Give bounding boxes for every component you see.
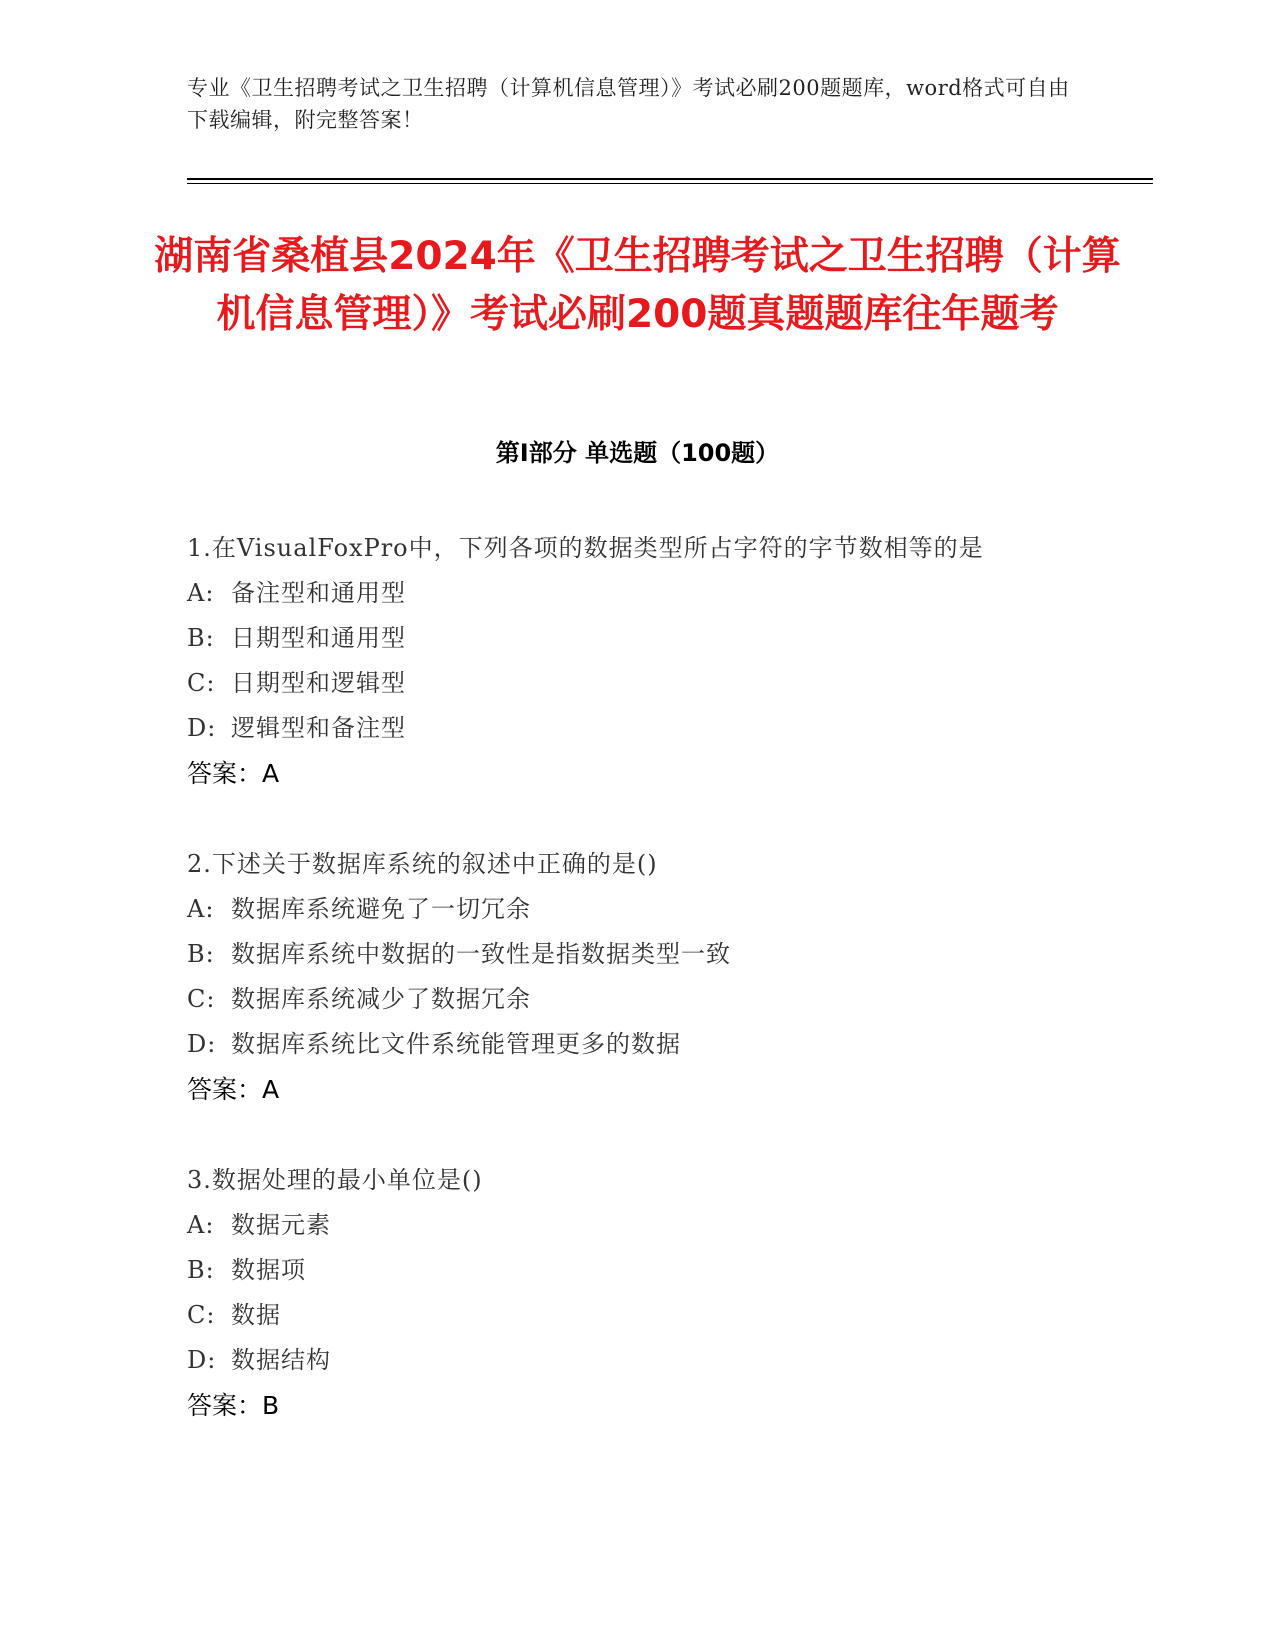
option-text: 数据 xyxy=(231,1301,281,1329)
answer-line: 答案：B xyxy=(187,1391,280,1420)
option-d xyxy=(187,1022,1067,1067)
option-letter: C: xyxy=(187,1301,216,1329)
option-text: 日期型和通用型 xyxy=(231,624,406,652)
option-text: 日期型和逻辑型 xyxy=(231,669,406,697)
question-item xyxy=(187,842,1067,1113)
option-text: 数据项 xyxy=(231,1256,306,1284)
header-divider-thin xyxy=(187,183,1153,184)
question-list xyxy=(187,526,1067,1474)
option-a xyxy=(187,887,1067,932)
answer-line: 答案：A xyxy=(187,1075,280,1104)
option-text: 数据元素 xyxy=(231,1211,331,1239)
option-letter: D: xyxy=(187,1346,217,1374)
option-c xyxy=(187,1293,1067,1338)
document-title: 湖南省桑植县2024年《卫生招聘考试之卫生招聘（计算机信息管理）》考试必刷200题真题题库往年题考 xyxy=(154,234,1121,337)
option-b xyxy=(187,1248,1067,1293)
question-item xyxy=(187,526,1067,797)
option-letter: A: xyxy=(187,579,215,607)
question-item xyxy=(187,1158,1067,1429)
question-stem: 1.在VisualFoxPro中，下列各项的数据类型所占字符的字节数相等的是 xyxy=(187,534,984,562)
option-letter: C: xyxy=(187,985,216,1013)
option-a xyxy=(187,571,1067,616)
option-text: 数据结构 xyxy=(231,1346,331,1374)
option-text: 数据库系统比文件系统能管理更多的数据 xyxy=(231,1030,681,1058)
option-letter: A: xyxy=(187,1211,215,1239)
option-d xyxy=(187,1338,1067,1383)
option-c xyxy=(187,661,1067,706)
question-stem: 2.下述关于数据库系统的叙述中正确的是() xyxy=(187,850,658,878)
option-letter: B: xyxy=(187,940,215,968)
option-text: 数据库系统中数据的一致性是指数据类型一致 xyxy=(231,940,731,968)
option-b xyxy=(187,932,1067,977)
section-title: 第Ⅰ部分 单选题（100题） xyxy=(495,439,780,467)
option-letter: B: xyxy=(187,1256,215,1284)
option-letter: C: xyxy=(187,669,216,697)
option-text: 数据库系统避免了一切冗余 xyxy=(231,895,531,923)
option-letter: B: xyxy=(187,624,215,652)
option-c xyxy=(187,977,1067,1022)
answer-line: 答案：A xyxy=(187,759,280,788)
option-b xyxy=(187,616,1067,661)
option-letter: D: xyxy=(187,1030,217,1058)
option-letter: A: xyxy=(187,895,215,923)
option-a xyxy=(187,1203,1067,1248)
option-d xyxy=(187,706,1067,751)
option-text: 备注型和通用型 xyxy=(231,579,406,607)
option-letter: D: xyxy=(187,714,217,742)
option-text: 数据库系统减少了数据冗余 xyxy=(231,985,531,1013)
question-stem: 3.数据处理的最小单位是() xyxy=(187,1166,483,1194)
option-text: 逻辑型和备注型 xyxy=(231,714,406,742)
header-divider-thick xyxy=(187,178,1153,180)
header-note: 专业《卫生招聘考试之卫生招聘（计算机信息管理）》考试必刷200题题库，word格式可自由下载编辑，附完整答案！ xyxy=(187,76,1070,132)
